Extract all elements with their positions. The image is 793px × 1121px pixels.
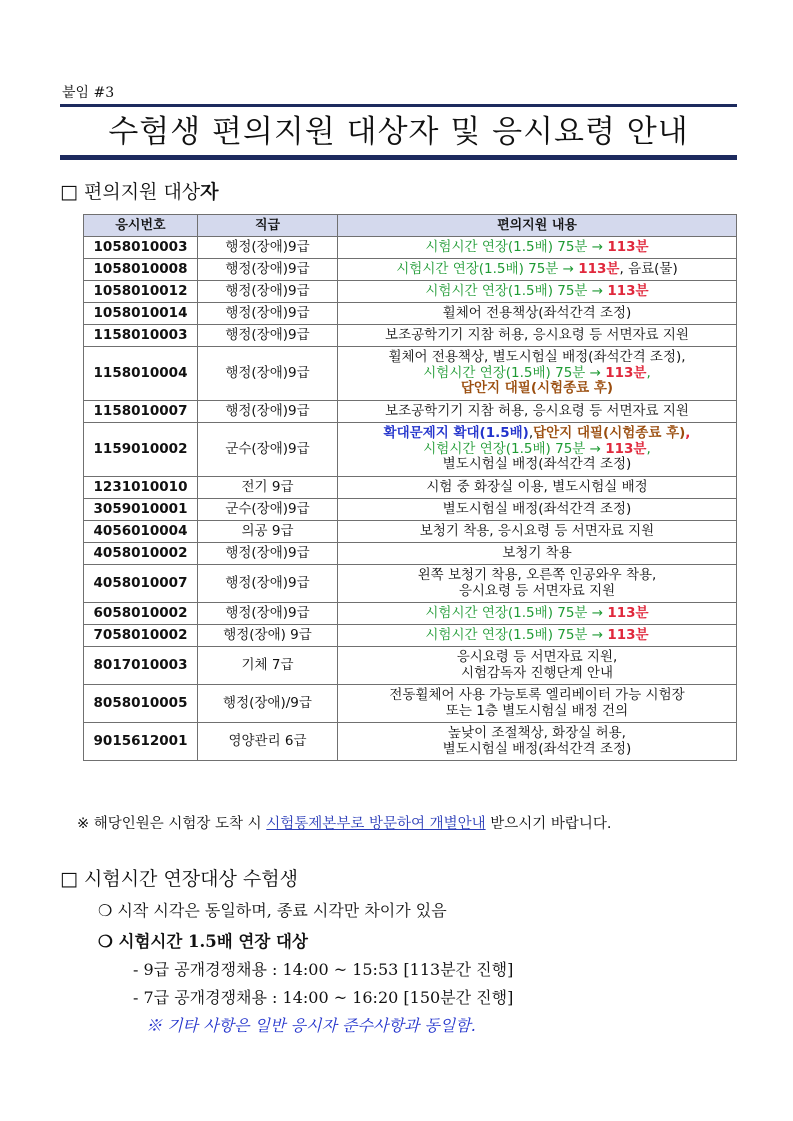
support-text-segment: , [646,440,651,457]
extension-sub-7grade: - 7급 공개경쟁채용 : 14:00 ~ 16:20 [150분간 진행] [133,988,514,1007]
exam-number-cell: 1159010002 [84,423,198,477]
table-row [84,625,737,647]
section-extension-heading: □ 시험시간 연장대상 수험생 [60,868,298,890]
support-text-segment: 왼쪽 보청기 착용, 오른쪽 인공와우 착용, [417,567,657,583]
support-text-segment: 응시요령 등 서면자료 지원, [456,649,618,665]
attachment-label: 붙임 #3 [62,85,115,101]
support-line [342,726,732,742]
support-line [342,546,732,562]
grade-cell: 영양관리 6급 [198,723,338,761]
support-text-segment: 시험 중 화장실 이용, 별도시험실 배정 [426,478,648,495]
exam-number-cell: 1158010003 [84,325,198,347]
section-support-heading [60,177,219,204]
table-row [84,647,737,685]
support-line [342,666,732,682]
support-line [342,650,732,666]
support-text-segment: , [685,425,691,442]
grade-cell: 행정(장애)9급 [198,259,338,281]
support-content-cell [338,477,737,499]
support-line [342,366,732,382]
support-line [342,442,732,458]
table-row [84,603,737,625]
support-line [342,606,732,622]
support-content-cell [338,625,737,647]
support-line [342,568,732,584]
grade-cell: 군수(장애)9급 [198,423,338,477]
support-content-cell [338,325,737,347]
grade-cell: 행정(장애)9급 [198,347,338,401]
support-text-segment: 확대문제지 확대(1.5배) [383,425,529,442]
exam-number-cell: 6058010002 [84,603,198,625]
exam-number-cell: 1158010004 [84,347,198,401]
support-text-segment: 113분 [607,282,649,299]
support-text-segment: 보청기 착용 [502,544,572,561]
support-text-segment: 113분 [607,626,649,643]
support-text-segment: 시험시간 연장(1.5배) 75분 → [425,282,608,299]
support-content-cell [338,237,737,259]
title-rule-top [60,104,737,107]
exam-number-cell: 9015612001 [84,723,198,761]
grade-cell: 행정(장애)9급 [198,281,338,303]
support-line [342,381,732,397]
grade-cell: 행정(장애)9급 [198,603,338,625]
support-line [342,524,732,540]
exam-number-cell: 4058010002 [84,543,198,565]
grade-cell: 의공 9급 [198,521,338,543]
support-content-cell [338,423,737,477]
support-content-cell [338,259,737,281]
checkbox-square-icon: □ [60,181,78,203]
table-row [84,477,737,499]
table-row [84,281,737,303]
grade-cell: 행정(장애)9급 [198,565,338,603]
exam-number-cell: 3059010001 [84,499,198,521]
support-content-cell [338,685,737,723]
support-content-cell [338,521,737,543]
support-text-segment: 별도시험실 배정(좌석간격 조정) [442,500,632,517]
support-text-segment: 113분 [605,364,647,381]
support-text-segment: 113분 [607,238,649,255]
exam-number-cell: 4056010004 [84,521,198,543]
table-row [84,237,737,259]
extension-item-1: ❍ 시작 시각은 동일하며, 종료 시각만 차이가 있음 [98,901,447,920]
support-content-cell [338,565,737,603]
grade-cell: 행정(장애)9급 [198,543,338,565]
table-row [84,325,737,347]
support-text-segment: 113분 [605,440,647,457]
notice-prefix: ※ 해당인원은 시험장 도착 시 [77,816,267,832]
support-content-cell [338,401,737,423]
support-line [342,350,732,366]
support-text-segment: 시험시간 연장(1.5배) 75분 → [423,364,606,381]
extension-sub-9grade: - 9급 공개경쟁채용 : 14:00 ~ 15:53 [113분간 진행] [133,960,514,979]
support-content-cell [338,499,737,521]
support-line [342,240,732,256]
support-line [342,306,732,322]
table-row [84,259,737,281]
table-row [84,347,737,401]
support-text-segment: 전동휠체어 사용 가능토록 엘리베이터 가능 시험장 [389,687,685,703]
section-support-text: 편의지원 대상 [84,181,201,203]
exam-number-cell: 1158010007 [84,401,198,423]
support-content-cell [338,347,737,401]
table-body [84,237,737,761]
support-line [342,584,732,600]
support-text-segment: 보청기 착용, 응시요령 등 서면자료 지원 [419,522,655,539]
notice-text [77,812,612,833]
grade-cell: 행정(장애)/9급 [198,685,338,723]
support-content-cell [338,647,737,685]
support-text-segment: 휠체어 전용책상, 별도시험실 배정(좌석간격 조정), [388,349,686,366]
title-rule-bottom [60,155,737,160]
support-text-segment: 시험감독자 진행단계 안내 [460,664,614,681]
exam-number-cell: 1058010003 [84,237,198,259]
extension-item-2: ❍ 시험시간 1.5배 연장 대상 [98,932,308,951]
page-title: 수험생 편의지원 대상자 및 응시요령 안내 [108,114,689,150]
support-text-segment: 시험시간 연장(1.5배) 75분 → [396,260,579,277]
grade-cell: 전기 9급 [198,477,338,499]
support-line [342,426,732,442]
table-row [84,565,737,603]
header-exam-number: 응시번호 [84,215,198,237]
support-text-segment: 별도시험실 배정(좌석간격 조정) [442,456,632,473]
header-grade: 직급 [198,215,338,237]
table-row [84,401,737,423]
grade-cell: 행정(장애)9급 [198,237,338,259]
notice-link[interactable]: 시험통제본부로 방문하여 개별안내 [266,816,486,832]
support-text-segment: 시험시간 연장(1.5배) 75분 → [425,238,608,255]
support-text-segment: 별도시험실 배정(좌석간격 조정) [442,740,632,757]
support-content-cell [338,723,737,761]
support-text-segment: 113분 [607,604,649,621]
exam-number-cell: 1058010008 [84,259,198,281]
support-text-segment: , [646,364,651,381]
support-text-segment: 휠체어 전용책상(좌석간격 조정) [442,304,632,321]
grade-cell: 행정(장애)9급 [198,325,338,347]
table-row [84,543,737,565]
extension-remark: ※ 기타 사항은 일반 응시자 준수사항과 동일함. [146,1016,476,1035]
exam-number-cell: 8017010003 [84,647,198,685]
exam-number-cell: 1058010014 [84,303,198,325]
support-text-segment: 113분 [578,260,620,277]
support-line [342,480,732,496]
support-text-segment: 답안지 대필(시험종료 후) [460,380,614,397]
support-text-segment: 시험시간 연장(1.5배) 75분 → [425,626,608,643]
exam-number-cell: 7058010002 [84,625,198,647]
support-text-segment: 높낮이 조절책상, 화장실 허용, [448,725,626,741]
support-line [342,284,732,300]
support-line [342,688,732,704]
grade-cell: 군수(장애)9급 [198,499,338,521]
support-text-segment: , 음료(물) [619,260,678,277]
table-row [84,303,737,325]
grade-cell: 행정(장애) 9급 [198,625,338,647]
support-text-segment: 또는 1층 별도시험실 배정 건의 [445,702,629,719]
grade-cell: 행정(장애)9급 [198,401,338,423]
header-support-content: 편의지원 내용 [338,215,737,237]
exam-number-cell: 1231010010 [84,477,198,499]
support-line [342,704,732,720]
support-text-segment: 응시요령 등 서면자료 지원 [458,582,616,599]
support-text-segment: 보조공학기기 지참 허용, 응시요령 등 서면자료 지원 [385,402,689,419]
exam-number-cell: 8058010005 [84,685,198,723]
support-line [342,628,732,644]
table-row [84,685,737,723]
support-line [342,457,732,473]
grade-cell: 행정(장애)9급 [198,303,338,325]
exam-number-cell: 1058010012 [84,281,198,303]
support-line [342,502,732,518]
support-content-cell [338,603,737,625]
support-table [83,214,737,761]
support-line [342,328,732,344]
support-line [342,404,732,420]
support-text-segment: 답안지 대필(시험종료 후) [533,425,686,442]
support-text-segment: , [528,425,534,442]
support-content-cell [338,543,737,565]
section-support-text-bold: 자 [200,181,219,203]
support-text-segment: 시험시간 연장(1.5배) 75분 → [425,604,608,621]
table-row [84,521,737,543]
support-line [342,742,732,758]
exam-number-cell: 4058010007 [84,565,198,603]
support-content-cell [338,281,737,303]
table-row [84,499,737,521]
support-text-segment: 보조공학기기 지참 허용, 응시요령 등 서면자료 지원 [385,326,689,343]
support-line [342,262,732,278]
support-content-cell [338,303,737,325]
notice-suffix: 받으시기 바랍니다. [485,816,612,832]
grade-cell: 기체 7급 [198,647,338,685]
table-header-row [84,215,737,237]
table-row [84,723,737,761]
support-text-segment: 시험시간 연장(1.5배) 75분 → [423,440,606,457]
table-row [84,423,737,477]
